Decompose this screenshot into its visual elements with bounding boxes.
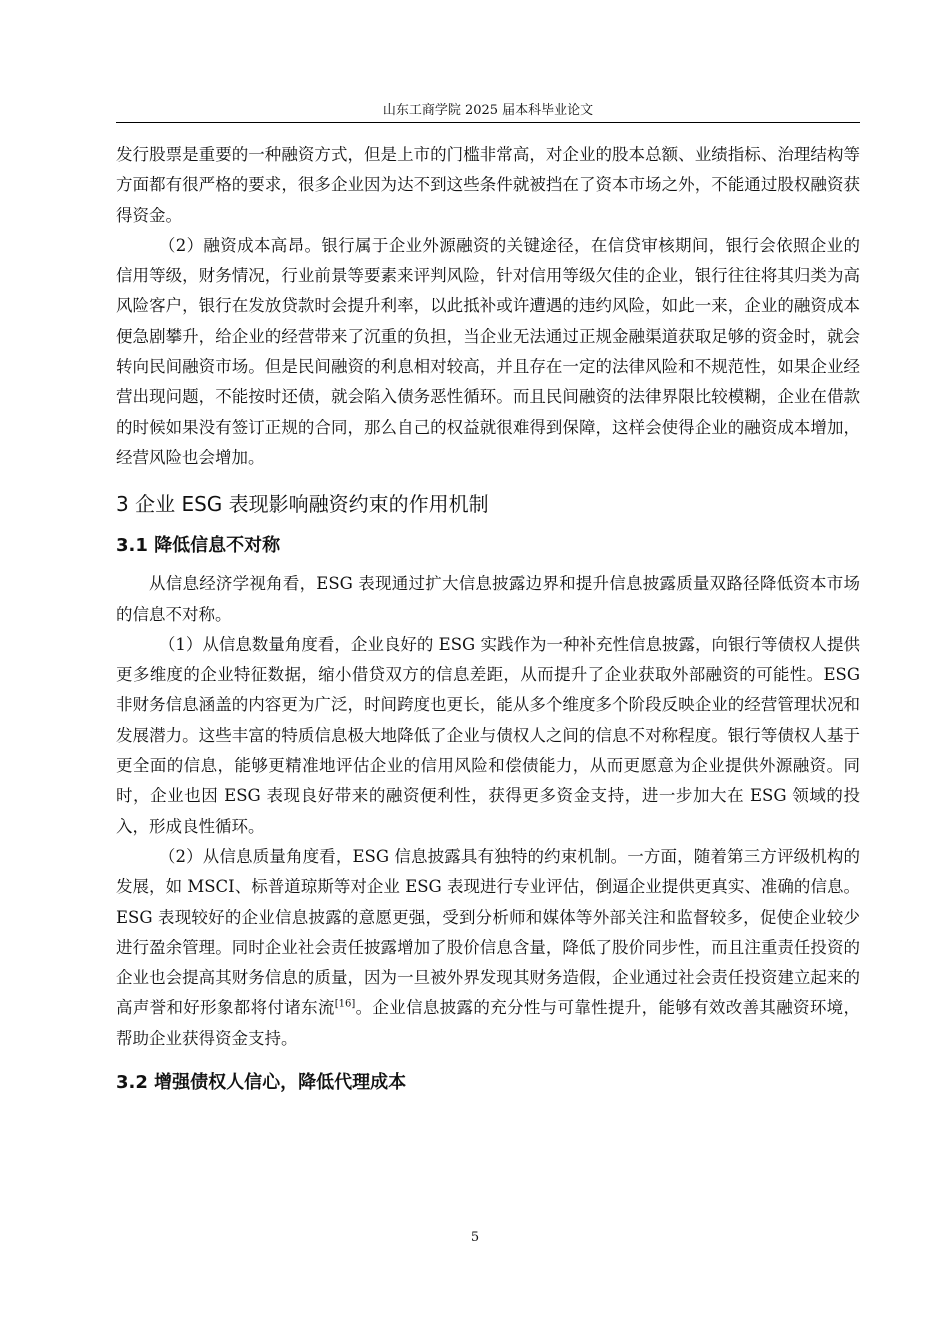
paragraph-info-quality — [116, 842, 860, 1054]
running-header: 山东工商学院 2025 届本科毕业论文 — [382, 103, 594, 118]
page-number: 5 — [470, 1230, 480, 1245]
paragraph-continued: 发行股票是重要的一种融资方式，但是上市的门槛非常高，对企业的股本总额、业绩指标、治理结构等方面都有很严格的要求，很多企业因为达不到这些条件就被挡在了资本市场之外，不能通过股权融资获得资金。 — [116, 145, 860, 225]
header-rule — [116, 122, 860, 123]
body-text — [116, 140, 860, 1106]
section-heading-3: 3 企业 ESG 表现影响融资约束的作用机制 — [116, 492, 489, 517]
paragraph-info-economics: 从信息经济学视角看，ESG 表现通过扩大信息披露边界和提升信息披露质量双路径降低资本市场的信息不对称。 — [116, 574, 860, 624]
citation-16: [16] — [334, 998, 356, 1010]
paragraph-info-quality-text: （2）从信息质量角度看，ESG 信息披露具有独特的约束机制。一方面，随着第三方评级机构的发展，如 MSCI、标普道琼斯等对企业 ESG 表现进行专业评估，倒逼企业提供更真实、准确的信息。ESG 表现较好的企业信息披露的意愿更强，受到分析师和媒体等外部关注和监督较多，促使企业较少进行盈余管理。同时企业社会责任披露增加了股价信息含量，降低了股价同步性，而且注重责任投资的企业也会提高其财务信息的质量，因为一旦被外界发现其财务造假，企业通过社会责任投资建立起来的高声誉和好形象都将付诸东流 — [116, 846, 860, 1018]
paragraph-info-quantity: （1）从信息数量角度看，企业良好的 ESG 实践作为一种补充性信息披露，向银行等债权人提供更多维度的企业特征数据，缩小借贷双方的信息差距，从而提升了企业获取外部融资的可能性。ESG 非财务信息涵盖的内容更为广泛，时间跨度也更长，能从多个维度多个阶段反映企业的经营管理状况和发展潜力。这些丰富的特质信息极大地降低了企业与债权人之间的信息不对称程度。银行等债权人基于更全面的信息，能够更精准地评估企业的信用风险和偿债能力，从而更愿意为企业提供外源融资。同时，企业也因 ESG 表现良好带来的融资便利性，获得更多资金支持，进一步加大在 ESG 领域的投入，形成良性循环。 — [116, 634, 860, 836]
subsection-heading-3-2: 3.2 增强债权人信心，降低代理成本 — [116, 1072, 407, 1094]
paragraph-financing-cost: （2）融资成本高昂。银行属于企业外源融资的关键途径，在信贷审核期间，银行会依照企业的信用等级，财务情况，行业前景等要素来评判风险，针对信用等级欠佳的企业，银行往往将其归类为高风险客户，银行在发放贷款时会提升利率，以此抵补或许遭遇的违约风险，如此一来，企业的融资成本便急剧攀升，给企业的经营带来了沉重的负担，当企业无法通过正规金融渠道获取足够的资金时，就会转向民间融资市场。但是民间融资的利息相对较高，并且存在一定的法律风险和不规范性，如果企业经营出现问题，不能按时还债，就会陷入债务恶性循环。而且民间融资的法律界限比较模糊，企业在借款的时候如果没有签订正规的合同，那么自己的权益就很难得到保障，这样会使得企业的融资成本增加，经营风险也会增加。 — [116, 235, 860, 467]
subsection-heading-3-1: 3.1 降低信息不对称 — [116, 535, 281, 557]
paragraph-info-quality-tail: 。企业信息披露的充分性与可靠性提升，能够有效改善其融资环境，帮助企业获得资金支持。 — [116, 998, 861, 1048]
